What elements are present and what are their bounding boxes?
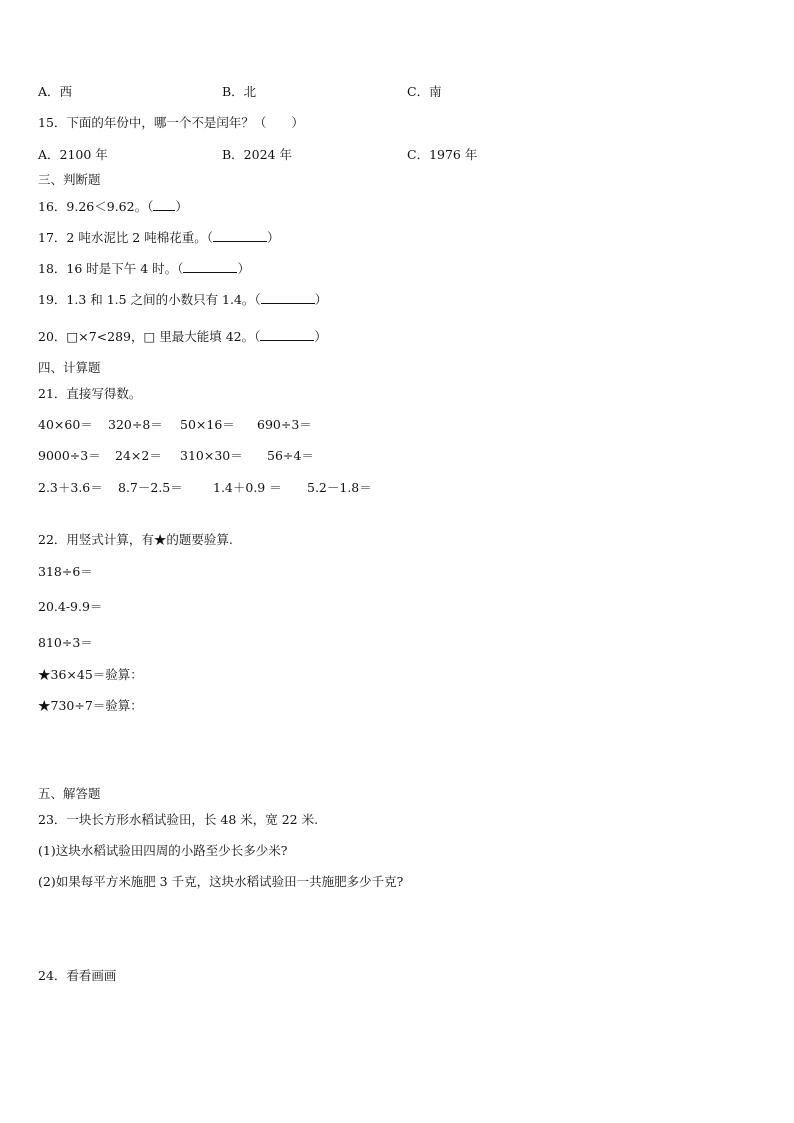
q19-close: ） bbox=[314, 292, 328, 307]
q17-text: 17．2 吨水泥比 2 吨棉花重。（ bbox=[38, 230, 213, 245]
q18-close: ） bbox=[237, 261, 250, 276]
q18-text: 18．16 时是下午 4 时。（ bbox=[38, 261, 184, 276]
q21-stem: 21．直接写得数。 bbox=[38, 386, 142, 401]
q23-part-2: (2)如果每平方米施肥 3 千克，这块水稻试验田一共施肥多少千克? bbox=[38, 874, 404, 889]
q24-stem: 24．看看画画 bbox=[38, 968, 117, 983]
q15-option-c: C．1976 年 bbox=[407, 147, 478, 162]
section-heading-judgement: 三、判断题 bbox=[38, 172, 101, 187]
q21-item: 310×30＝ bbox=[180, 448, 243, 463]
q20 bbox=[38, 329, 327, 345]
section-heading-problems: 五、解答题 bbox=[38, 786, 101, 801]
q21-item: 5.2－1.8＝ bbox=[307, 480, 372, 495]
q23-stem: 23．一块长方形水稻试验田，长 48 米，宽 22 米. bbox=[38, 812, 319, 827]
q21-item: 2.3＋3.6＝ bbox=[38, 480, 103, 495]
q20-answer-blank[interactable] bbox=[260, 329, 314, 341]
q21-item: 56÷4＝ bbox=[267, 448, 314, 463]
q15-option-b: B．2024 年 bbox=[222, 147, 292, 162]
q21-item: 24×2＝ bbox=[115, 448, 162, 463]
q23-part-1: (1)这块水稻试验田四周的小路至少长多少米? bbox=[38, 843, 288, 858]
q15-option-a: A．2100 年 bbox=[38, 147, 108, 162]
q17-answer-blank[interactable] bbox=[213, 230, 267, 242]
q21-item: 40×60＝ bbox=[38, 417, 93, 432]
q22-item: 20.4-9.9＝ bbox=[38, 599, 103, 614]
q14-option-a: A．西 bbox=[38, 84, 73, 99]
q20-close: ） bbox=[314, 329, 327, 344]
q19-answer-blank[interactable] bbox=[261, 292, 315, 304]
q14-option-b: B．北 bbox=[222, 84, 257, 99]
q21-item: 690÷3＝ bbox=[257, 417, 312, 432]
q18-answer-blank[interactable] bbox=[183, 261, 237, 273]
q22-item: 318÷6＝ bbox=[38, 564, 93, 579]
q19 bbox=[38, 292, 327, 308]
q21-item: 50×16＝ bbox=[180, 417, 235, 432]
section-heading-calculation: 四、计算题 bbox=[38, 360, 101, 375]
q22-item: 810÷3＝ bbox=[38, 635, 93, 650]
q21-item: 320÷8＝ bbox=[108, 417, 163, 432]
q17-close: ） bbox=[266, 230, 280, 245]
q22-item-starred: ★36×45＝验算： bbox=[38, 667, 143, 682]
q18 bbox=[38, 261, 250, 277]
q16-answer-blank[interactable] bbox=[153, 199, 175, 211]
q21-item: 8.7－2.5＝ bbox=[118, 480, 183, 495]
q19-text: 19．1.3 和 1.5 之间的小数只有 1.4。（ bbox=[38, 292, 261, 307]
q16 bbox=[38, 199, 188, 215]
q20-text: 20．□×7<289，□ 里最大能填 42。（ bbox=[38, 329, 261, 344]
q17 bbox=[38, 230, 280, 246]
q14-option-c: C．南 bbox=[407, 84, 442, 99]
q22-item-starred: ★730÷7＝验算： bbox=[38, 698, 143, 713]
q16-close: ） bbox=[175, 199, 188, 214]
q16-text: 16．9.26＜9.62。（ bbox=[38, 199, 154, 214]
q22-stem: 22．用竖式计算，有★的题要验算. bbox=[38, 532, 233, 547]
q21-item: 9000÷3＝ bbox=[38, 448, 101, 463]
q21-item: 1.4＋0.9 ＝ bbox=[213, 480, 282, 495]
q15-stem: 15．下面的年份中，哪一个不是闰年？（ ） bbox=[38, 115, 304, 130]
